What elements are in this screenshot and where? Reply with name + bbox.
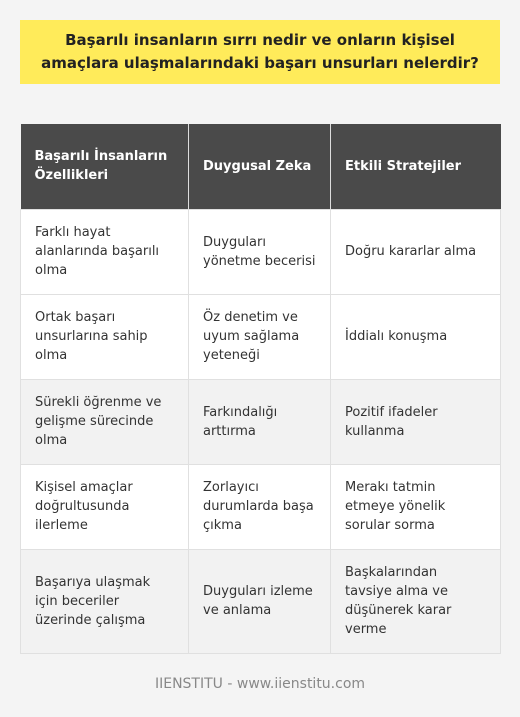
table-cell: Duyguları izleme ve anlama — [189, 549, 331, 653]
table-cell: Kişisel amaçlar doğrultusunda ilerleme — [21, 464, 189, 549]
table-cell: Başkalarından tavsiye alma ve düşünerek karar verme — [331, 549, 501, 653]
table-cell: Merakı tatmin etmeye yönelik sorular sorma — [331, 464, 501, 549]
table-cell: Farklı hayat alanlarında başarılı olma — [21, 209, 189, 294]
title-banner — [20, 20, 500, 84]
comparison-table — [20, 124, 501, 654]
table-row — [21, 209, 501, 294]
column-header-traits: Başarılı İnsanların Özellikleri — [21, 124, 189, 209]
table-row — [21, 294, 501, 379]
table-cell: Pozitif ifadeler kullanma — [331, 379, 501, 464]
table-cell: İddialı konuşma — [331, 294, 501, 379]
table-row — [21, 464, 501, 549]
page-title: Başarılı insanların sırrı nedir ve onların kişisel amaçlara ulaşmalarındaki başarı unsurları nelerdir? — [41, 31, 479, 72]
column-header-emotional-intelligence: Duygusal Zeka — [189, 124, 331, 209]
table-cell: Duyguları yönetme becerisi — [189, 209, 331, 294]
table-cell: Öz denetim ve uyum sağlama yeteneği — [189, 294, 331, 379]
table-cell: Farkındalığı arttırma — [189, 379, 331, 464]
table-row — [21, 549, 501, 653]
table-cell: Ortak başarı unsurlarına sahip olma — [21, 294, 189, 379]
table-cell: Başarıya ulaşmak için beceriler üzerinde çalışma — [21, 549, 189, 653]
table-row — [21, 379, 501, 464]
footer-credit: IIENSTITU - www.iienstitu.com — [154, 676, 366, 692]
table-cell: Doğru kararlar alma — [331, 209, 501, 294]
column-header-strategies: Etkili Stratejiler — [331, 124, 501, 209]
table-cell: Sürekli öğrenme ve gelişme sürecinde olma — [21, 379, 189, 464]
table-cell: Zorlayıcı durumlarda başa çıkma — [189, 464, 331, 549]
table-header-row — [21, 124, 501, 209]
